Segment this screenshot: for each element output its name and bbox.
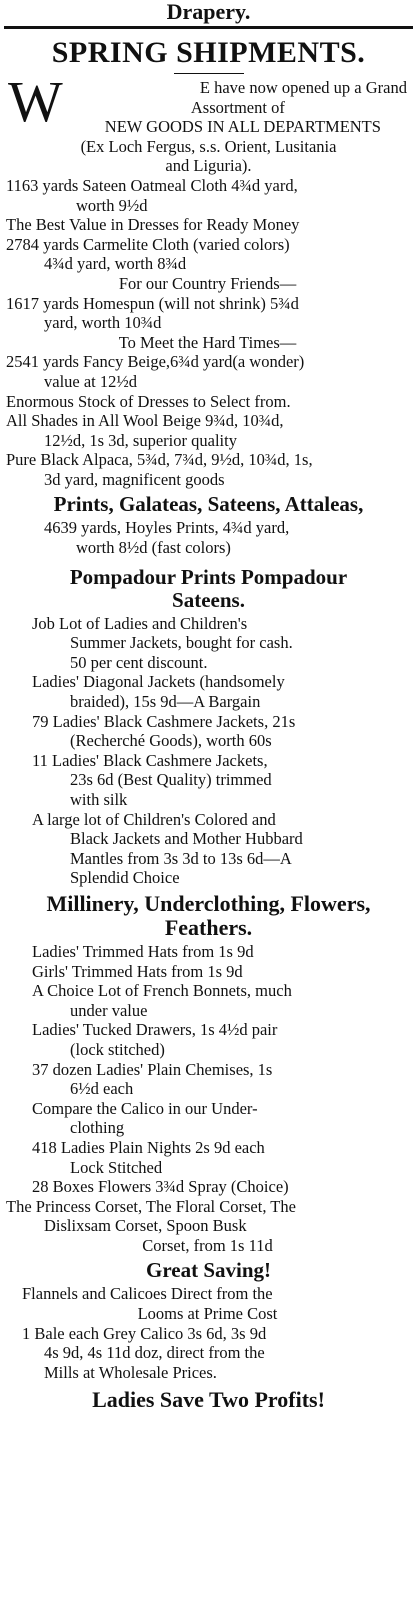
corsets-paragraph	[0, 1197, 417, 1256]
pompadour-heading-line-1: Pompadour Prints Pompadour	[69, 564, 348, 589]
list-item-cont: clothing	[70, 1118, 125, 1138]
prints-list	[0, 518, 417, 557]
list-item: Compare the Calico in our Under-	[32, 1098, 258, 1118]
footer-heading: Ladies Save Two Profits!	[92, 1387, 325, 1413]
list-item-cont: yard, worth 10¾d	[44, 313, 162, 333]
list-item: 1617 yards Homespun (will not shrink) 5¾d	[6, 293, 299, 313]
list-item-cont: Summer Jackets, bought for cash.	[70, 633, 293, 653]
saving-paragraph	[0, 1284, 417, 1382]
list-item: 1163 yards Sateen Oatmeal Cloth 4¾d yard,	[6, 175, 298, 195]
millinery-heading	[0, 892, 417, 940]
list-item: Enormous Stock of Dresses to Select from.	[6, 391, 291, 411]
list-item-cont: 23s 6d (Best Quality) trimmed	[70, 770, 272, 790]
list-item-cont: 3d yard, magnificent goods	[44, 469, 225, 489]
list-item: Girls' Trimmed Hats from 1s 9d	[32, 961, 243, 981]
list-item: 37 dozen Ladies' Plain Chemises, 1s	[32, 1059, 273, 1079]
list-item-cont: braided), 15s 9d—A Bargain	[70, 692, 261, 712]
list-item: For our Country Friends—	[118, 273, 297, 293]
list-item-cont: Black Jackets and Mother Hubbard	[70, 829, 303, 849]
prints-heading: Prints, Galateas, Sateens, Attaleas,	[53, 492, 364, 517]
list-item-cont: value at 12½d	[44, 371, 138, 391]
list-item: Ladies' Diagonal Jackets (handsomely	[32, 672, 285, 692]
dress-goods-list	[0, 176, 417, 490]
millinery-heading-line-2: Feathers.	[164, 914, 253, 940]
pompadour-heading-line-2: Sateens.	[172, 587, 245, 612]
list-item-cont: worth 9½d	[76, 195, 148, 215]
list-item-cont: Splendid Choice	[70, 868, 180, 888]
saving-line-2: Looms at Prime Cost	[137, 1304, 278, 1324]
list-item-cont: 4¾d yard, worth 8¾d	[44, 254, 187, 274]
saving-line-1: Flannels and Calicoes Direct from the	[22, 1284, 273, 1304]
list-item: 2784 yards Carmelite Cloth (varied colors)	[6, 234, 290, 254]
list-item: Job Lot of Ladies and Children's	[32, 613, 248, 633]
list-item: 4639 yards, Hoyles Prints, 4¾d yard,	[44, 518, 290, 538]
drop-cap: W	[8, 69, 63, 134]
saving-line-5: Mills at Wholesale Prices.	[44, 1362, 217, 1382]
list-item-cont: Mantles from 3s 3d to 13s 6d—A	[70, 848, 292, 868]
saving-heading: Great Saving!	[145, 1258, 272, 1283]
list-item: The Best Value in Dresses for Ready Money	[6, 215, 300, 235]
corsets-line-2: Dislixsam Corset, Spoon Busk	[44, 1216, 247, 1236]
list-item: 2541 yards Fancy Beige,6¾d yard(a wonder)	[6, 352, 305, 372]
intro-line-3: NEW GOODS IN ALL DEPARTMENTS	[104, 117, 381, 137]
saving-line-3: 1 Bale each Grey Calico 3s 6d, 3s 9d	[22, 1323, 267, 1343]
corsets-line-1: The Princess Corset, The Floral Corset, The	[6, 1196, 296, 1216]
list-item-cont: 12½d, 1s 3d, superior quality	[44, 430, 237, 450]
list-item-cont: (lock stitched)	[70, 1039, 165, 1059]
list-item-cont: 6½d each	[70, 1079, 134, 1099]
list-item: To Meet the Hard Times—	[118, 332, 297, 352]
list-item-cont: Lock Stitched	[70, 1157, 163, 1177]
list-item: All Shades in All Wool Beige 9¾d, 10¾d,	[6, 411, 284, 431]
list-item: Pure Black Alpaca, 5¾d, 7¾d, 9½d, 10¾d, 1s,	[6, 450, 313, 470]
jackets-list	[0, 614, 417, 888]
corsets-line-3: Corset, from 1s 11d	[142, 1235, 273, 1255]
intro-line-1: E have now opened up a Grand	[199, 78, 407, 97]
intro-line-5: and Liguria).	[165, 156, 252, 176]
pompadour-heading	[0, 566, 417, 612]
list-item: 79 Ladies' Black Cashmere Jackets, 21s	[32, 711, 296, 731]
list-item: 11 Ladies' Black Cashmere Jackets,	[32, 750, 268, 770]
list-item: A Choice Lot of French Bonnets, much	[32, 981, 292, 1001]
list-item-cont: with silk	[70, 790, 128, 809]
underclothing-list	[0, 942, 417, 1197]
list-item: 418 Ladies Plain Nights 2s 9d each	[32, 1137, 265, 1157]
list-item-cont: worth 8½d (fast colors)	[76, 538, 231, 558]
section-title: Drapery.	[4, 0, 413, 29]
intro-line-4: (Ex Loch Fergus, s.s. Orient, Lusitania	[80, 136, 337, 156]
list-item: Ladies' Tucked Drawers, 1s 4½d pair	[32, 1020, 278, 1040]
list-item: Ladies' Trimmed Hats from 1s 9d	[32, 941, 254, 961]
list-item: 28 Boxes Flowers 3¾d Spray (Choice)	[32, 1177, 289, 1197]
divider-rule	[174, 73, 244, 74]
list-item-cont: 50 per cent discount.	[70, 652, 208, 672]
intro-line-2: Assortment of	[190, 97, 285, 117]
saving-line-4: 4s 9d, 4s 11d doz, direct from the	[44, 1343, 265, 1363]
list-item-cont: under value	[70, 1000, 148, 1020]
list-item: A large lot of Children's Colored and	[32, 809, 276, 829]
list-item-cont: (Recherché Goods), worth 60s	[70, 731, 272, 751]
millinery-heading-line-1: Millinery, Underclothing, Flowers,	[46, 890, 371, 916]
headline: SPRING SHIPMENTS.	[51, 36, 366, 69]
